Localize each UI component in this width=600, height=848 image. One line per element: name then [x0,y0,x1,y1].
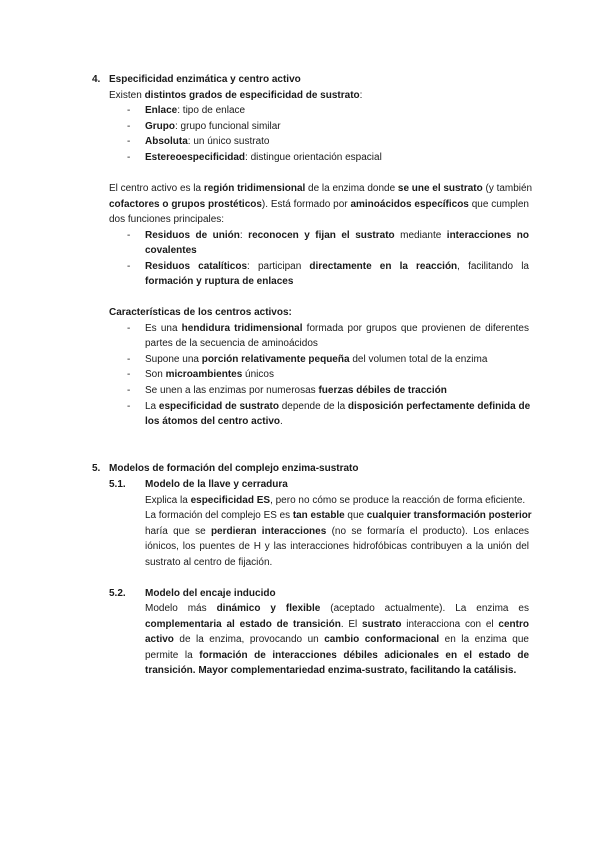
bullet-dash: - [127,385,131,396]
char-item-5-cont: los átomos del centro activo. [145,416,283,427]
bullet-dash: - [127,369,131,380]
bullet-dash: - [127,121,131,132]
lock-key-line-2: La formación del complejo ES es tan estable que cualquier transformación posterior [145,510,532,521]
list-item: Enlace: tipo de enlace [145,105,246,116]
section-5-number: 5. [92,463,101,474]
lock-key-line-5: sustrato al centro de fijación. [145,557,273,568]
bullet-dash: - [127,152,131,163]
characteristics-title: Características de los centros activos: [109,307,292,318]
char-item-3: Son microambientes únicos [145,369,274,380]
subsection-5-2-title: Modelo del encaje inducido [145,588,276,599]
char-item-2: Supone una porción relativamente pequeña del volumen total de la enzima [145,354,488,365]
binding-residues: Residuos de unión: reconocen y fijan el sustrato mediante interacciones no [145,230,529,241]
section-4-title: Especificidad enzimática y centro activo [109,74,301,85]
list-item: Estereoespecificidad: distingue orientación espacial [145,152,382,163]
list-item: Absoluta: un único sustrato [145,136,270,147]
induced-fit-line-3: activo de la enzima, provocando un cambio conformacional en la enzima que [145,634,529,645]
active-centre-line-1: El centro activo es la región tridimensional de la enzima donde se une el sustrato (y también [109,183,533,194]
subsection-5-1-title: Modelo de la llave y cerradura [145,479,288,490]
section-5-title: Modelos de formación del complejo enzima-sustrato [109,463,359,474]
char-item-1: Es una hendidura tridimensional formada por grupos que provienen de diferentes [145,323,529,334]
binding-residues-cont: covalentes [145,245,197,256]
bullet-dash: - [127,323,131,334]
lock-key-line-4: iónicos, los puentes de H y las interacciones hidrofóbicas contribuyen a la unión del [145,541,529,552]
catalytic-residues-cont: formación y ruptura de enlaces [145,276,294,287]
induced-fit-line-5: transición. Mayor complementariedad enzima-sustrato, facilitando la catálisis. [145,665,517,676]
catalytic-residues: Residuos catalíticos: participan directamente en la reacción, facilitando la [145,261,529,272]
bullet-dash: - [127,401,131,412]
subsection-5-2-number: 5.2. [109,588,126,599]
lock-key-line-3: haría que se perdieran interacciones (no se formaría el producto). Los enlaces [145,526,530,537]
char-item-5: La especificidad de sustrato depende de la disposición perfectamente definida de [145,401,531,412]
bullet-dash: - [127,136,131,147]
induced-fit-line-1: Modelo más dinámico y flexible (aceptado actualmente). La enzima es [145,603,529,614]
lock-key-line-1: Explica la especificidad ES, pero no cómo se produce la reacción de forma eficiente. [145,495,526,506]
induced-fit-line-2: complementaria al estado de transición. El sustrato interacciona con el centro [145,619,529,630]
active-centre-line-3: dos funciones principales: [109,214,225,225]
subsection-5-1-number: 5.1. [109,479,126,490]
bullet-dash: - [127,261,131,272]
bullet-dash: - [127,354,131,365]
bullet-dash: - [127,105,131,116]
char-item-1-cont: partes de la secuencia de aminoácidos [145,338,318,349]
active-centre-line-2: cofactores o grupos prostéticos). Está formado por aminoácidos específicos que cumplen [109,199,529,210]
char-item-4: Se unen a las enzimas por numerosas fuerzas débiles de tracción [145,385,447,396]
specificity-intro: Existen distintos grados de especificidad de sustrato: [109,90,363,101]
bullet-dash: - [127,230,131,241]
list-item: Grupo: grupo funcional similar [145,121,281,132]
induced-fit-line-4: permite la formación de interacciones débiles adicionales en el estado de [145,650,530,661]
section-4-number: 4. [92,74,101,85]
